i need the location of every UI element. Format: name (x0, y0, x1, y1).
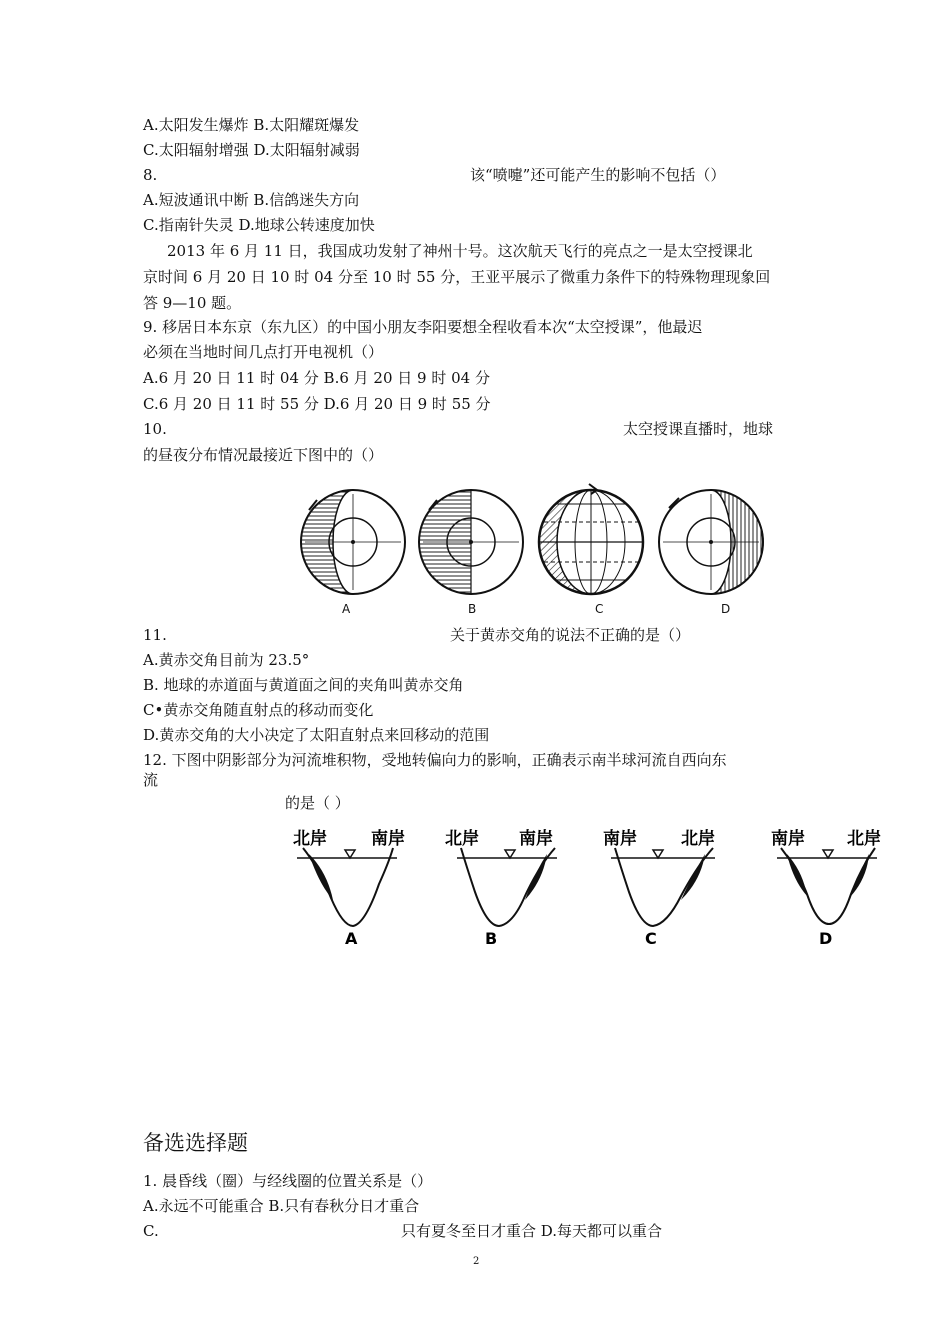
q12-stem-line-2: 流 (143, 771, 159, 789)
river-d-label: D (819, 929, 833, 948)
q9-stem-line-2: 必须在当地时间几点打开电视机（） (143, 343, 384, 361)
q10-stem: 太空授课直播时，地球 (623, 420, 774, 438)
q11-option-a: A.黄赤交角目前为 23.5° (143, 651, 310, 669)
q7-option-line-1: A.太阳发生爆炸 B.太阳耀斑爆发 (143, 116, 360, 134)
q11-option-d: D.黄赤交角的大小决定了太阳直射点来回移动的范围 (143, 726, 490, 744)
river-c-label: C (645, 929, 657, 948)
q7-option-line-2: C.太阳辐射增强 D.太阳辐射减弱 (143, 141, 360, 159)
globe-d (659, 490, 763, 594)
q10-number: 10. (143, 420, 167, 438)
globe-a (301, 490, 405, 594)
river-a-left-bank: 北岸 (293, 829, 327, 849)
q8-option-line-1: A.短波通讯中断 B.信鸽迷失方向 (143, 191, 360, 209)
q8-stem: 该“喷嚏”还可能产生的影响不包括（） (470, 166, 726, 184)
river-d-left-bank: 南岸 (771, 829, 805, 849)
globe-label-d: D (721, 602, 731, 616)
q8-option-line-2: C.指南针失灵 D.地球公转速度加快 (143, 216, 375, 234)
q9-option-line-2: C.6 月 20 日 11 时 55 分 D.6 月 20 日 9 时 55 分 (143, 395, 491, 413)
globe-label-a: A (342, 602, 351, 616)
page-number: 2 (473, 1256, 480, 1267)
b1-stem: 1. 晨昏线（圈）与经线圈的位置关系是（） (143, 1172, 433, 1190)
b1-options-cd: 只有夏冬至日才重合 D.每天都可以重合 (401, 1222, 663, 1240)
globe-b (419, 490, 523, 594)
section-title: 备选选择题 (143, 1131, 248, 1155)
day-night-figure (295, 478, 785, 628)
river-section-figure (285, 828, 895, 958)
q11-option-c: C•黄赤交角随直射点的移动而变化 (143, 701, 374, 719)
river-a-label: A (345, 929, 358, 948)
globe-label-b: B (468, 602, 477, 616)
q10-stem-continued: 的昼夜分布情况最接近下图中的（） (143, 446, 384, 464)
river-b-left-bank: 北岸 (445, 829, 479, 849)
q11-option-b: B. 地球的赤道面与黄道面之间的夹角叫黄赤交角 (143, 676, 464, 694)
river-c-left-bank: 南岸 (603, 829, 637, 849)
river-b-label: B (485, 929, 498, 948)
q11-stem: 关于黄赤交角的说法不正确的是（） (450, 626, 691, 644)
river-c-right-bank: 北岸 (681, 829, 715, 849)
river-b-right-bank: 南岸 (519, 829, 553, 849)
q8-number: 8. (143, 166, 158, 184)
river-diagram-b (445, 828, 557, 948)
globe-c (539, 484, 643, 594)
passage-line-1: 2013 年 6 月 11 日，我国成功发射了神州十号。这次航天飞行的亮点之一是太空授课北 (167, 242, 753, 260)
passage-line-3: 答 9—10 题。 (143, 294, 242, 312)
passage-line-2: 京时间 6 月 20 日 10 时 04 分至 10 时 55 分，王亚平展示了微重力条件下的特殊物理现象回 (143, 268, 771, 286)
q12-stem-continued: 的是（ ） (285, 794, 350, 812)
q9-option-line-1: A.6 月 20 日 11 时 04 分 B.6 月 20 日 9 时 04 分 (143, 369, 490, 387)
b1-options-ab: A.永远不可能重合 B.只有春秋分日才重合 (143, 1197, 420, 1215)
river-diagram-c (603, 828, 715, 948)
river-diagram-d (771, 828, 881, 948)
river-d-right-bank: 北岸 (847, 829, 881, 849)
q11-number: 11. (143, 626, 167, 644)
river-diagram-a (293, 828, 405, 948)
b1-option-c-label: C. (143, 1222, 159, 1240)
river-a-right-bank: 南岸 (371, 829, 405, 849)
q9-stem-line-1: 9. 移居日本东京（东九区）的中国小朋友李阳要想全程收看本次“太空授课”，他最迟 (143, 318, 703, 336)
globe-label-c: C (595, 602, 604, 616)
q12-stem-line-1: 12. 下图中阴影部分为河流堆积物，受地转偏向力的影响，正确表示南半球河流自西向东 (143, 751, 727, 769)
